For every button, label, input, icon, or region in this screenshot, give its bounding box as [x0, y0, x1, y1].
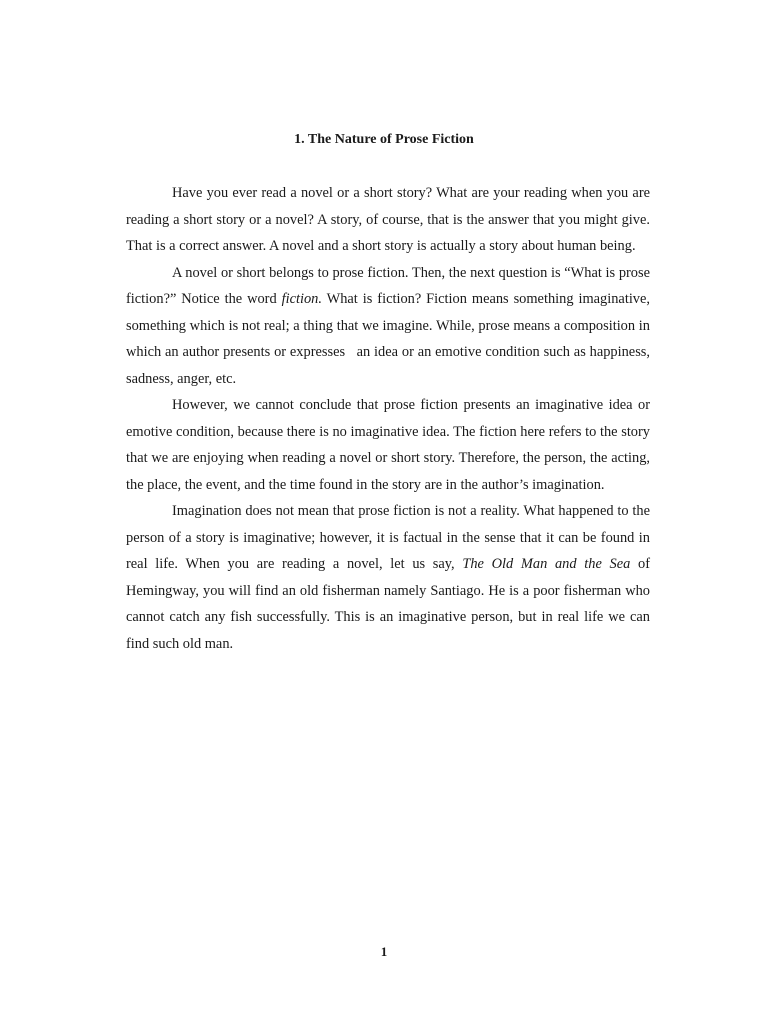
paragraph-text: What is fiction? Fiction means something imaginative, something which is not real; a thing that we imagine. While, prose means a composition in which an author presents or expresses an idea or an emotive condition such as happiness, sadness, anger, etc.	[126, 291, 650, 387]
paragraph-text: However, we cannot conclude that prose fiction presents an imaginative idea or emotive condition, because there is no imaginative idea. The fiction here refers to the story that we are enjoying when reading a novel or short story. Therefore, the person, the acting, the place, the event, and the time found in the story are in the author’s imagination.	[126, 397, 650, 493]
paragraph	[126, 180, 650, 260]
paragraph-text: Have you ever read a novel or a short story? What are your reading when you are reading a short story or a novel? A story, of course, that is the answer that you might give. That is a correct answer. A novel and a short story is actually a story about human being.	[126, 185, 650, 254]
italic-term: fiction.	[281, 291, 322, 307]
book-title: The Old Man and the Sea	[462, 556, 631, 572]
paragraph	[126, 498, 650, 657]
paragraph	[126, 392, 650, 498]
paragraph	[126, 260, 650, 393]
body-text	[126, 180, 650, 657]
paragraph-text: Imagination does not mean that prose fiction is not a reality. What happened to the person of a story is imaginative; however, it is factual in the sense that it can be found in real life. When you are reading a novel, let us say,	[126, 503, 650, 572]
paragraph-text: A novel or short belongs to prose fiction. Then, the next question is “What is prose fiction?” Notice the word	[126, 264, 650, 307]
page-number: 1	[380, 944, 388, 959]
paragraph-text: of Hemingway, you will find an old fisherman namely Santiago. He is a poor fisherman who cannot catch any fish successfully. This is an imaginative person, but in real life we can find such old man.	[126, 556, 650, 652]
section-title: 1. The Nature of Prose Fiction	[294, 132, 474, 147]
